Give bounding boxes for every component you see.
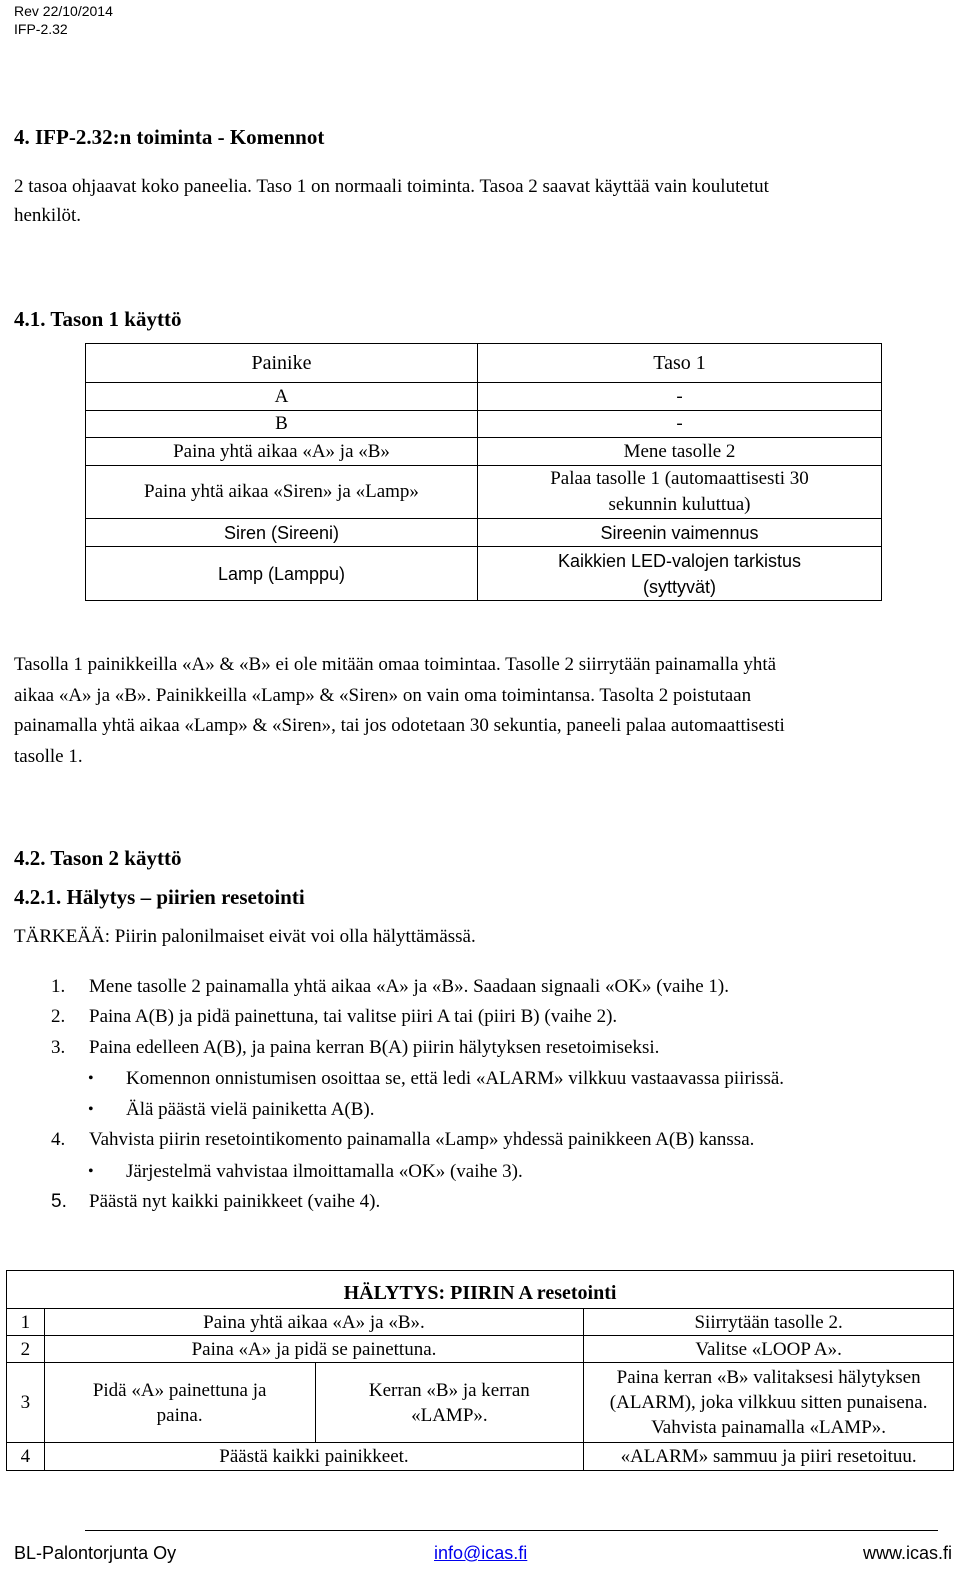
step-cell: 1 bbox=[7, 1309, 45, 1336]
table-cell: Sireenin vaimennus bbox=[478, 519, 882, 547]
table-cell: A bbox=[86, 383, 478, 411]
step-number: 4. bbox=[51, 1129, 66, 1150]
table-row bbox=[86, 519, 882, 547]
step-cell: 2 bbox=[7, 1336, 45, 1363]
table-row bbox=[86, 438, 882, 466]
step-number: 3. bbox=[51, 1037, 66, 1058]
table-cell: Siren (Sireeni) bbox=[86, 519, 478, 547]
bullet-icon: • bbox=[88, 1070, 94, 1087]
action-cell: Paina «A» ja pidä se painettuna. bbox=[44, 1336, 583, 1363]
step-text: Mene tasolle 2 painamalla yhtä aikaa «A» ja «B». Saadaan signaali «OK» (vaihe 1). bbox=[89, 976, 729, 997]
table-cell: B bbox=[86, 411, 478, 438]
step-text: Päästä nyt kaikki painikkeet (vaihe 4). bbox=[89, 1191, 381, 1212]
footer-email-link[interactable]: info@icas.fi bbox=[434, 1543, 528, 1563]
action-cell: Pidä «A» painettuna ja paina. bbox=[44, 1363, 315, 1443]
section-4-intro-line2: henkilöt. bbox=[14, 205, 82, 226]
paragraph-line: painamalla yhtä aikaa «Lamp» & «Siren», tai jos odotetaan 30 sekuntia, paneeli palaa automaattisesti bbox=[14, 715, 785, 736]
step-text: Paina edelleen A(B), ja paina kerran B(A) piirin hälytyksen resetoimiseksi. bbox=[89, 1037, 660, 1058]
table-cell: Paina yhtä aikaa «Siren» ja «Lamp» bbox=[86, 466, 478, 519]
section-4-1-title: 4.1. Tason 1 käyttö bbox=[14, 307, 182, 331]
bullet-icon: • bbox=[88, 1101, 94, 1118]
alarm-table-title-row bbox=[7, 1271, 954, 1309]
step-text: Järjestelmä vahvistaa ilmoittamalla «OK» (vaihe 3). bbox=[126, 1161, 523, 1182]
action-cell: Paina yhtä aikaa «A» ja «B». bbox=[44, 1309, 583, 1336]
alarm-table-title: HÄLYTYS: PIIRIN A resetointi bbox=[7, 1271, 954, 1309]
header-painike: Painike bbox=[86, 344, 478, 383]
alarm-reset-table bbox=[6, 1270, 954, 1471]
table-cell bbox=[478, 466, 882, 519]
result-cell: Valitse «LOOP A». bbox=[584, 1336, 954, 1363]
step-number: 5. bbox=[51, 1191, 67, 1212]
cell-line: (syttyvät) bbox=[642, 576, 716, 597]
result-cell: «ALARM» sammuu ja piiri resetoituu. bbox=[584, 1443, 954, 1471]
paragraph-line: aikaa «A» ja «B». Painikkeilla «Lamp» & «Siren» on vain oma toimintansa. Tasolta 2 poistutaan bbox=[14, 684, 752, 706]
step-cell: 4 bbox=[7, 1443, 45, 1471]
table-row bbox=[7, 1363, 954, 1443]
footer-divider bbox=[85, 1530, 938, 1531]
paragraph-line: Tasolla 1 painikkeilla «A» & «B» ei ole mitään omaa toimintaa. Tasolle 2 siirrytään painamalla yhtä bbox=[14, 654, 777, 675]
result-cell: Siirrytään tasolle 2. bbox=[584, 1309, 954, 1336]
step-number: 2. bbox=[51, 1006, 66, 1027]
table-cell: - bbox=[478, 411, 882, 438]
table-row bbox=[7, 1336, 954, 1363]
step-text: Älä päästä vielä painiketta A(B). bbox=[126, 1099, 375, 1120]
table-row bbox=[86, 383, 882, 411]
section-4-intro-line1: 2 tasoa ohjaavat koko paneelia. Taso 1 on normaali toiminta. Tasoa 2 saavat käyttää vain koulutetut bbox=[14, 176, 769, 197]
revision-date: Rev 22/10/2014 bbox=[14, 3, 113, 19]
table-row bbox=[86, 547, 882, 601]
footer-website[interactable]: www.icas.fi bbox=[862, 1543, 952, 1563]
table-cell bbox=[478, 547, 882, 601]
step-text: Vahvista piirin resetointikomento painamalla «Lamp» yhdessä painikkeen A(B) kanssa. bbox=[89, 1129, 755, 1150]
document-code: IFP-2.32 bbox=[14, 21, 68, 37]
step-text: Paina A(B) ja pidä painettuna, tai valitse piiri A tai (piiri B) (vaihe 2). bbox=[89, 1006, 618, 1027]
result-cell: Paina kerran «B» valitaksesi hälytyksen (ALARM), joka vilkkuu sitten punaisena. Vahvista painamalla «LAMP». bbox=[584, 1363, 954, 1443]
table-cell: Mene tasolle 2 bbox=[478, 438, 882, 466]
cell-line: Kaikkien LED-valojen tarkistus bbox=[557, 550, 802, 571]
table-row bbox=[86, 466, 882, 519]
action-cell: Päästä kaikki painikkeet. bbox=[44, 1443, 583, 1471]
table-row bbox=[86, 411, 882, 438]
bullet-icon: • bbox=[88, 1163, 94, 1180]
table-row bbox=[7, 1443, 954, 1471]
revision-header bbox=[14, 2, 113, 38]
step-number: 1. bbox=[51, 976, 66, 997]
step-cell: 3 bbox=[7, 1363, 45, 1443]
table-row bbox=[7, 1309, 954, 1336]
section-4-1-paragraph bbox=[14, 650, 785, 772]
table-cell: - bbox=[478, 383, 882, 411]
section-4-title: 4. IFP-2.32:n toiminta - Komennot bbox=[14, 125, 325, 149]
footer-company: BL-Palontorjunta Oy bbox=[14, 1543, 177, 1563]
paragraph-line: tasolle 1. bbox=[14, 745, 83, 767]
cell-line: sekunnin kuluttua) bbox=[608, 494, 751, 515]
header-taso1: Taso 1 bbox=[478, 344, 882, 383]
table-header-row bbox=[86, 344, 882, 383]
important-note: TÄRKEÄÄ: Piirin palonilmaiset eivät voi olla hälyttämässä. bbox=[14, 926, 476, 947]
section-4-2-title: 4.2. Tason 2 käyttö bbox=[14, 846, 182, 870]
cell-line: Palaa tasolle 1 (automaattisesti 30 bbox=[550, 468, 809, 489]
action-cell: Kerran «B» ja kerran «LAMP». bbox=[315, 1363, 584, 1443]
section-4-2-1-title: 4.2.1. Hälytys – piirien resetointi bbox=[14, 885, 305, 909]
table-cell: Lamp (Lamppu) bbox=[86, 547, 478, 601]
level1-table bbox=[85, 343, 882, 601]
step-text: Komennon onnistumisen osoittaa se, että ledi «ALARM» vilkkuu vastaavassa piirissä. bbox=[126, 1068, 785, 1089]
table-cell: Paina yhtä aikaa «A» ja «B» bbox=[86, 438, 478, 466]
